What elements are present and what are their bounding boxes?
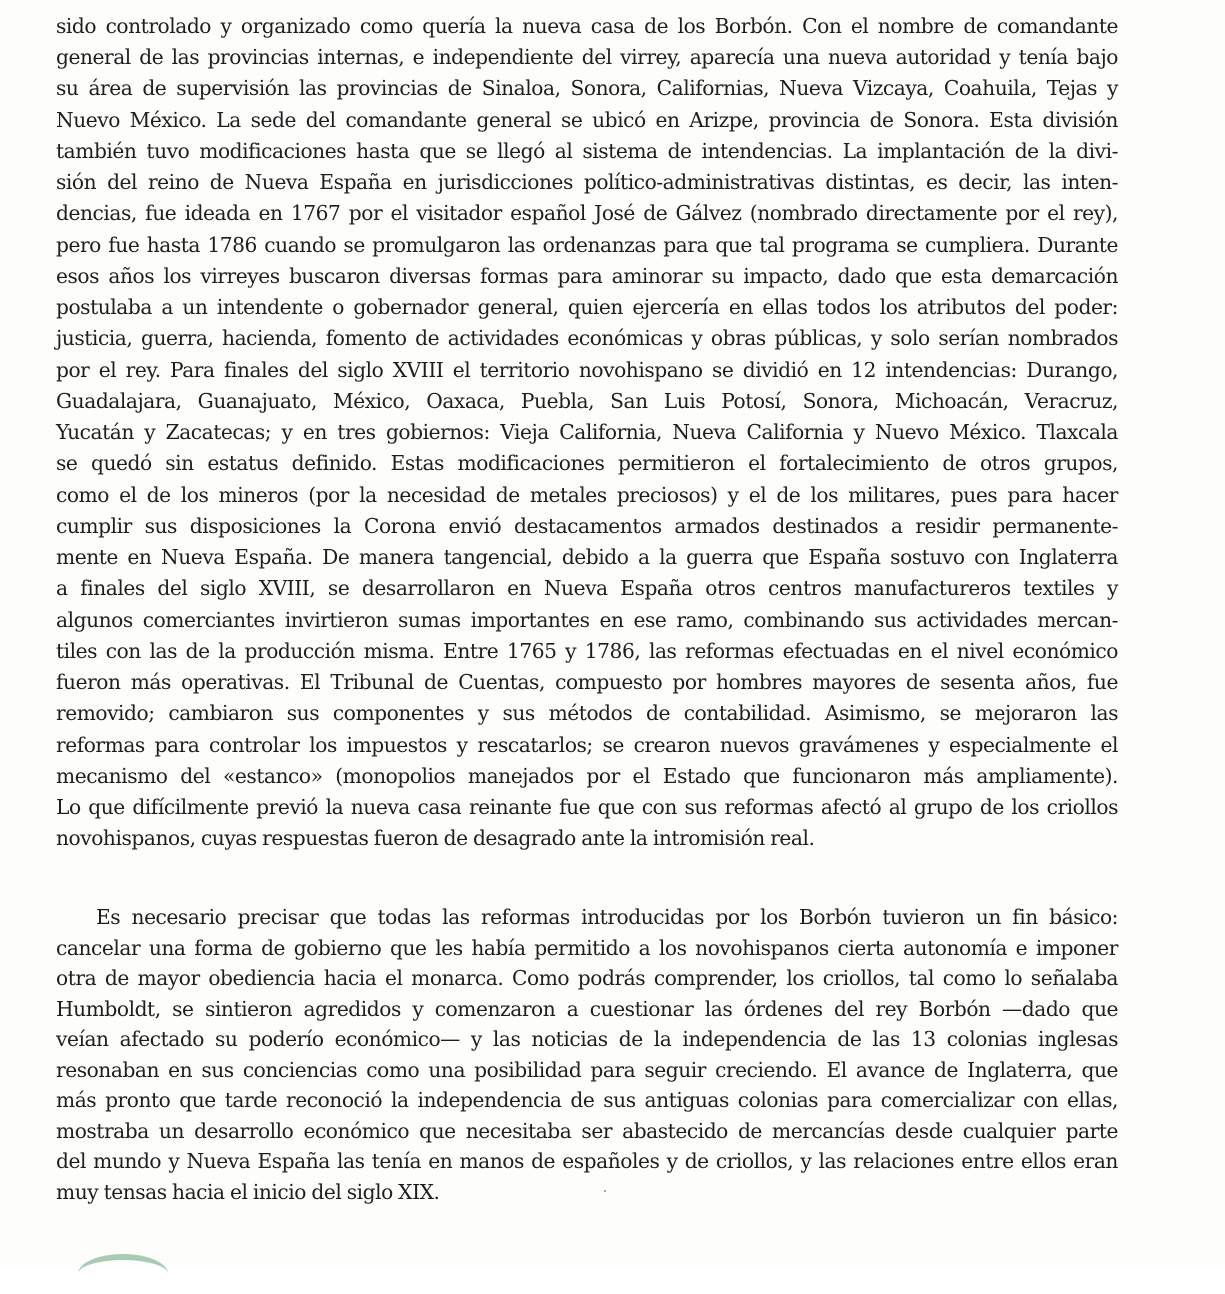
text-line: Nuevo México. La sede del comandante general se ubicó en Arizpe, provincia de Sonora. Esta división — [56, 108, 1118, 132]
text-line: esos años los virreyes buscaron diversas formas para aminorar su impacto, dado que esta demarcación — [56, 264, 1118, 288]
text-line: sido controlado y organizado como quería la nueva casa de los Borbón. Con el nombre de comandante — [56, 14, 1118, 38]
text-line: resonaban en sus conciencias como una posibilidad para seguir creciendo. El avance de Inglaterra, que — [56, 1058, 1118, 1082]
text-line: pero fue hasta 1786 cuando se promulgaron las ordenanzas para que tal programa se cumpliera. Durante — [56, 233, 1118, 257]
text-line: novohispanos, cuyas respuestas fueron de desagrado ante la intromisión real. — [56, 826, 815, 850]
text-line: mostraba un desarrollo económico que necesitaba ser abastecido de mercancías desde cualquier parte — [56, 1119, 1118, 1143]
text-line: más pronto que tarde reconoció la independencia de sus antiguas colonias para comercializar con ellas, — [56, 1088, 1118, 1112]
text-line: mente en Nueva España. De manera tangencial, debido a la guerra que España sostuvo con Inglaterra — [56, 545, 1118, 569]
print-speck — [604, 1190, 606, 1192]
text-line: su área de supervisión las provincias de Sinaloa, Sonora, Californias, Nueva Vizcaya, Coahuila, Tejas y — [56, 76, 1118, 100]
text-line: removido; cambiaron sus componentes y sus métodos de contabilidad. Asimismo, se mejoraron las — [56, 701, 1118, 725]
text-line: muy tensas hacia el inicio del siglo XIX. — [56, 1180, 440, 1204]
text-line: cancelar una forma de gobierno que les había permitido a los novohispanos cierta autonomía e imponer — [56, 936, 1118, 960]
text-line: Guadalajara, Guanajuato, México, Oaxaca, Puebla, San Luis Potosí, Sonora, Michoacán, Veracruz, — [56, 389, 1118, 413]
page-logo-arc — [78, 1254, 168, 1294]
text-line: Es necesario precisar que todas las reformas introducidas por los Borbón tuvieron un fin básico: — [96, 905, 1118, 929]
text-line: Yucatán y Zacatecas; y en tres gobiernos: Vieja California, Nueva California y Nuevo México. Tlaxcala — [56, 420, 1118, 444]
text-line: justicia, guerra, hacienda, fomento de actividades económicas y obras públicas, y solo serían nombrados — [56, 326, 1118, 350]
text-line: otra de mayor obediencia hacia el monarca. Como podrás comprender, los criollos, tal como lo señalaba — [56, 966, 1118, 990]
text-line: sión del reino de Nueva España en jurisdicciones político-administrativas distintas, es decir, las inten- — [56, 170, 1118, 194]
text-line: cumplir sus disposiciones la Corona envió destacamentos armados destinados a residir permanente- — [56, 514, 1118, 538]
text-line: general de las provincias internas, e independiente del virrey, aparecía una nueva autoridad y tenía bajo — [56, 45, 1118, 69]
text-line: se quedó sin estatus definido. Estas modificaciones permitieron el fortalecimiento de otros grupos, — [56, 451, 1118, 475]
text-line: tiles con las de la producción misma. Entre 1765 y 1786, las reformas efectuadas en el nivel económico — [56, 639, 1118, 663]
text-line: como el de los mineros (por la necesidad de metales preciosos) y el de los militares, pues para hacer — [56, 483, 1118, 507]
text-line: veían afectado su poderío económico— y las noticias de la independencia de las 13 colonias inglesas — [56, 1027, 1118, 1051]
text-line: reformas para controlar los impuestos y rescatarlos; se crearon nuevos gravámenes y especialmente el — [56, 733, 1118, 757]
text-line: mecanismo del «estanco» (monopolios manejados por el Estado que funcionaron más ampliamente). — [56, 764, 1118, 788]
text-line: a finales del siglo XVIII, se desarrollaron en Nueva España otros centros manufactureros textiles y — [56, 576, 1118, 600]
text-line: Lo que difícilmente previó la nueva casa reinante fue que con sus reformas afectó al grupo de los criollos — [56, 795, 1118, 819]
text-line: postulaba a un intendente o gobernador general, quien ejercería en ellas todos los atributos del poder: — [56, 295, 1118, 319]
text-line: del mundo y Nueva España las tenía en manos de españoles y de criollos, y las relaciones entre ellos eran — [56, 1149, 1118, 1173]
text-line: algunos comerciantes invirtieron sumas importantes en ese ramo, combinando sus actividades mercan- — [56, 608, 1118, 632]
text-line: Humboldt, se sintieron agredidos y comenzaron a cuestionar las órdenes del rey Borbón —dado que — [56, 997, 1118, 1021]
text-line: dencias, fue ideada en 1767 por el visitador español José de Gálvez (nombrado directamente por el rey), — [56, 201, 1118, 225]
text-line: fueron más operativas. El Tribunal de Cuentas, compuesto por hombres mayores de sesenta años, fue — [56, 670, 1118, 694]
text-line: por el rey. Para finales del siglo XVIII el territorio novohispano se dividió en 12 intendencias: Durango, — [56, 358, 1118, 382]
text-line: también tuvo modificaciones hasta que se llegó al sistema de intendencias. La implantación de la divi- — [56, 139, 1118, 163]
